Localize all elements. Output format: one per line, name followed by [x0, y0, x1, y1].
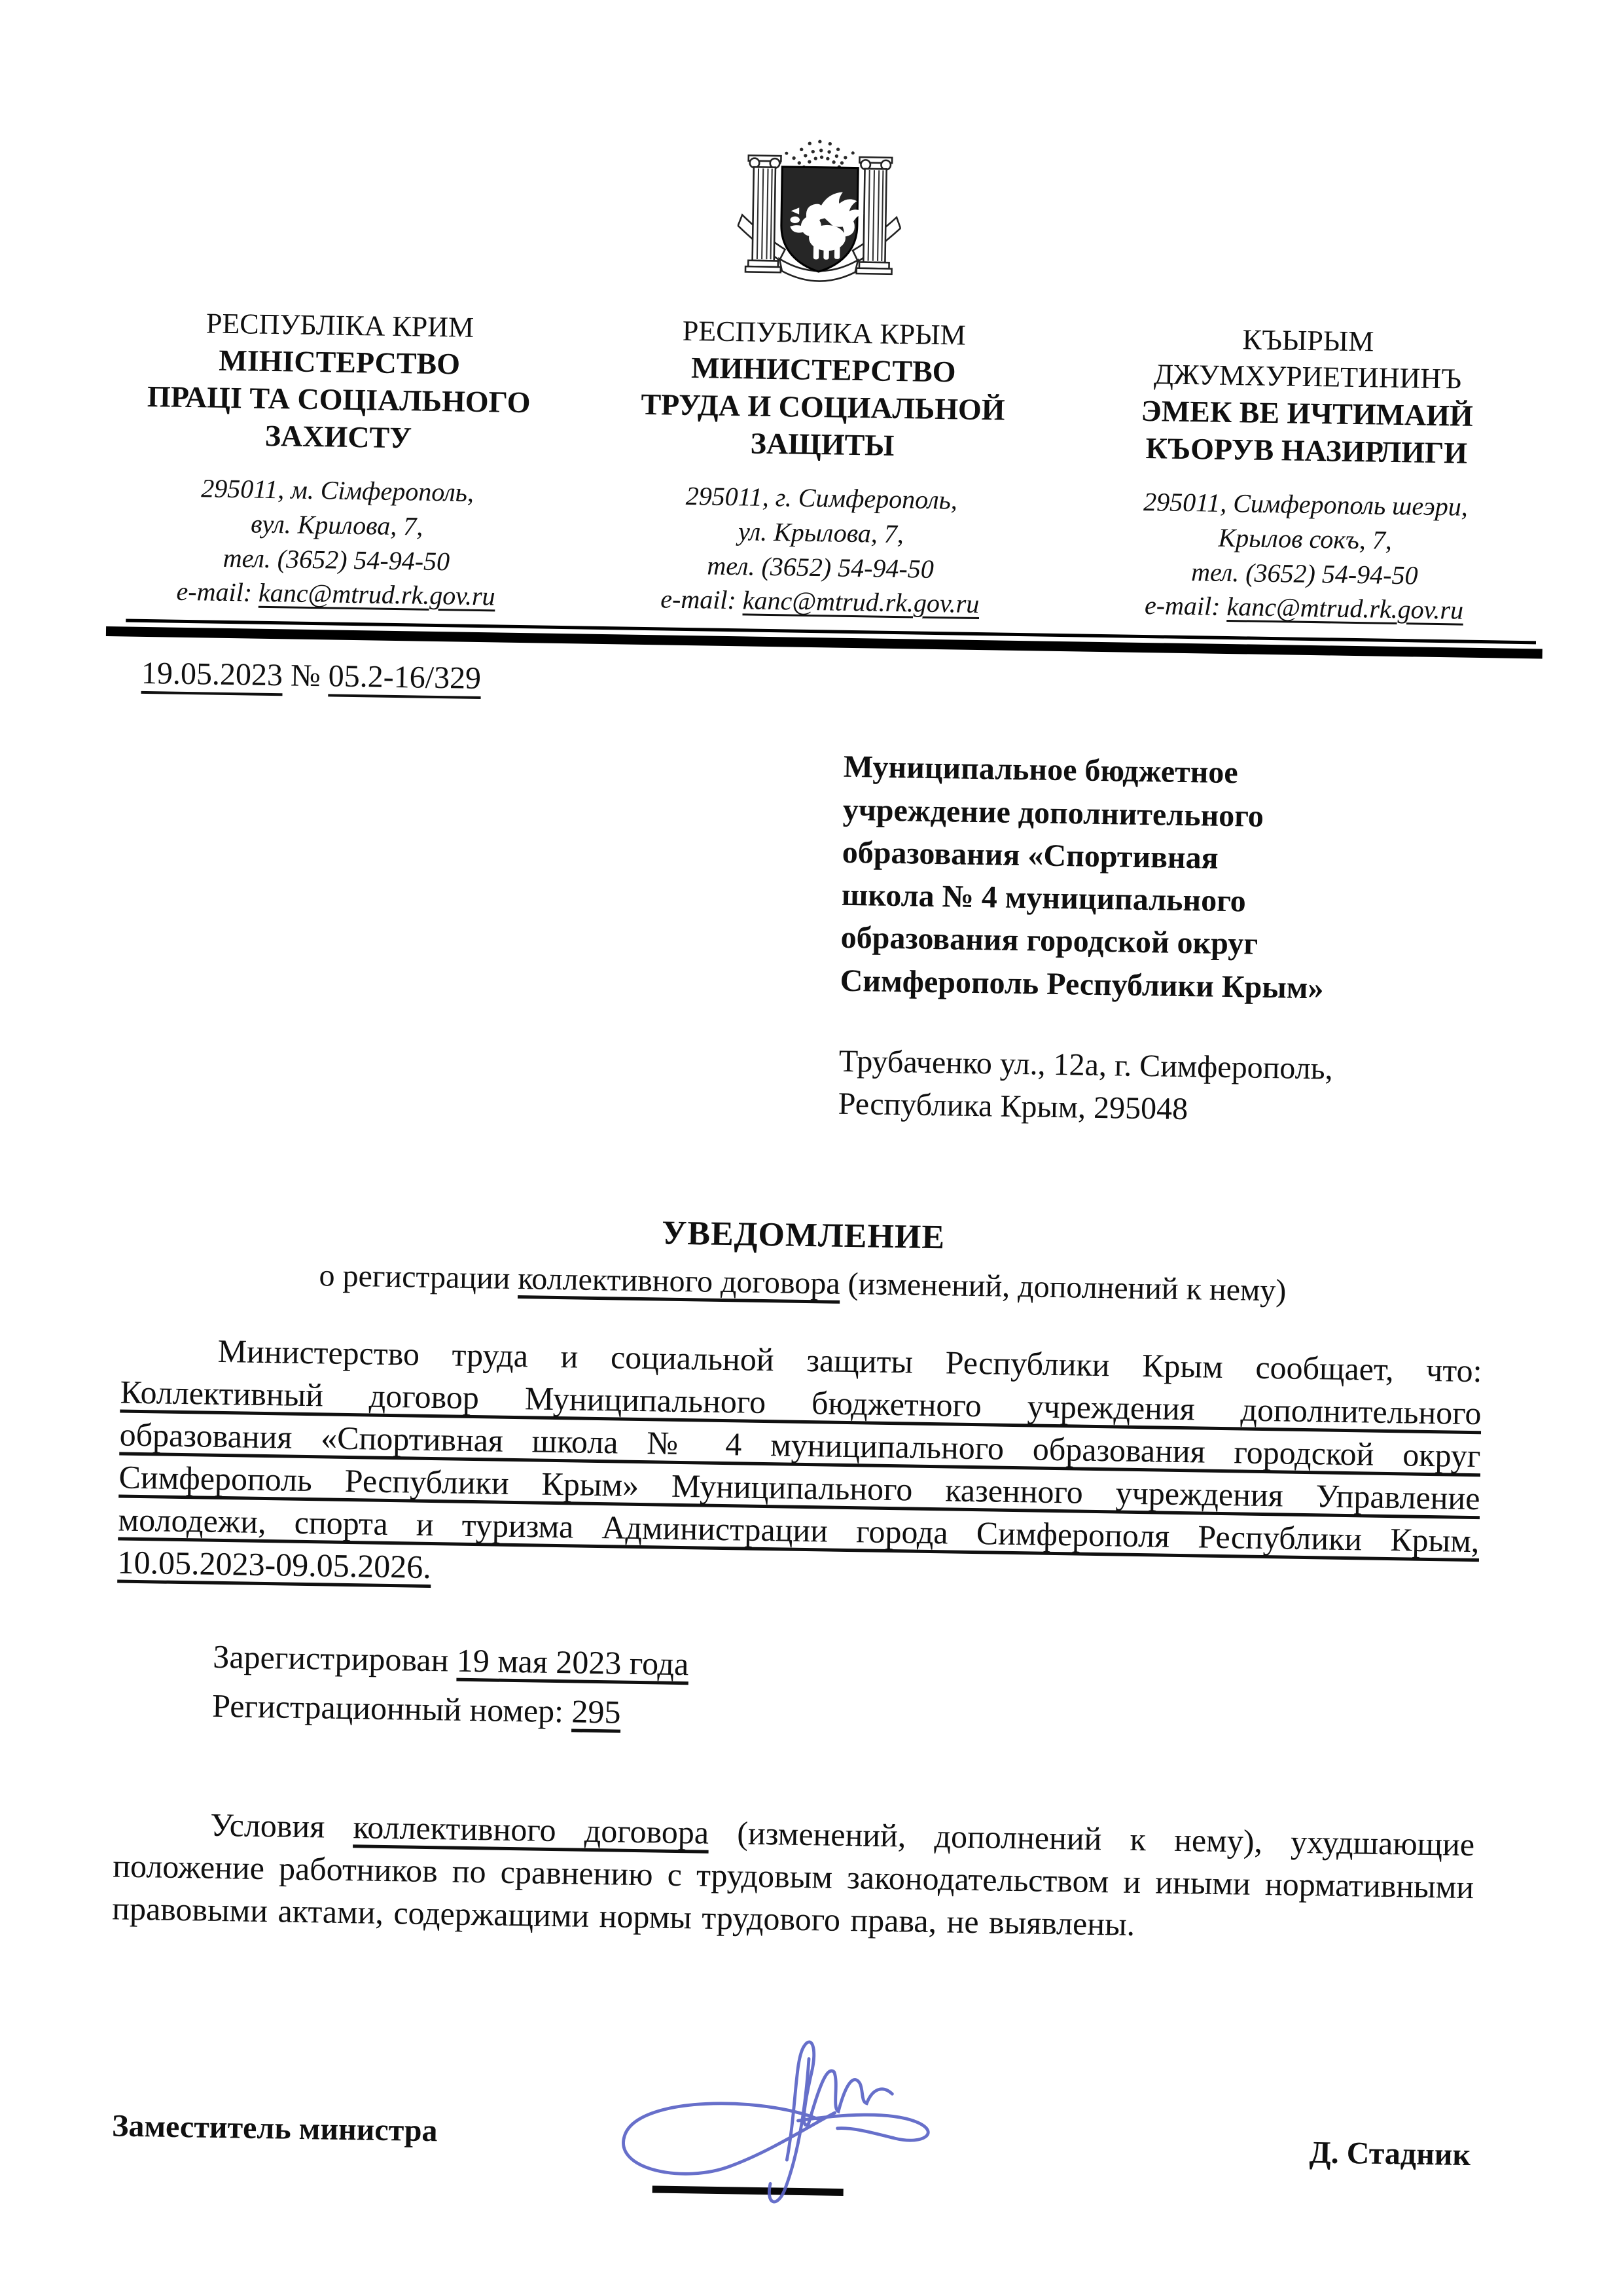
letterhead-column-ukrainian [113, 304, 563, 615]
registration-date-underlined: 19 мая 2023 года [456, 1642, 689, 1683]
document-number: 05.2-16/329 [328, 658, 482, 696]
address-block [1081, 484, 1529, 630]
letterhead-column-russian [597, 312, 1047, 623]
email-line [1081, 588, 1527, 629]
recipient-line: школа № 4 муниципального [841, 877, 1247, 919]
closing-paragraph [112, 1803, 1475, 1952]
signature-scribble-icon [585, 2008, 955, 2230]
ministry-name-line: МІНІСТЕРСТВО [219, 343, 461, 381]
address-line: вул. Крилова, 7, [250, 509, 423, 541]
signature-block [0, 2033, 1602, 2281]
recipient-address-line: Республика Крым, 295048 [838, 1086, 1188, 1127]
letterhead-column-crimean-tatar [1081, 319, 1531, 631]
address-line: 295011, Симферополь шеэри, [1143, 486, 1469, 522]
paragraph-text: Министерство труда и социальной защиты Республики Крым сообщает, что: [217, 1333, 1482, 1390]
emblem-block [7, 124, 1623, 308]
ministry-name-line: ПРАЦІ ТА СОЦІАЛЬНОГО [147, 380, 531, 420]
address-line: 295011, м. Сімферополь, [200, 473, 474, 507]
recipient-address [838, 1040, 1520, 1136]
signer-name: Д. Стадник [1309, 2135, 1471, 2173]
email-label: e-mail: [176, 577, 259, 608]
email-label: e-mail: [660, 584, 743, 615]
recipient-block [840, 745, 1524, 1013]
closing-underlined: коллективного договора [353, 1808, 709, 1852]
email-address: kanc@mtrud.rk.gov.ru [742, 585, 980, 619]
notice-title: УВЕДОМЛЕНИЕ [661, 1214, 946, 1257]
number-symbol: № [282, 658, 329, 694]
recipient-line: Муниципальное бюджетное [843, 749, 1239, 791]
address-line: ул. Крылова, 7, [738, 516, 904, 549]
subtitle-text: (изменений, дополнений к нему) [840, 1266, 1287, 1308]
recipient-line: учреждение дополнительного [842, 792, 1264, 834]
subtitle-text: о регистрации [319, 1258, 518, 1297]
signer-position: Заместитель министра [111, 2108, 438, 2149]
ministry-name-line: ЗАХИСТУ [264, 418, 412, 455]
registered-label: Зарегистрирован [212, 1638, 457, 1679]
crimea-coat-of-arms-icon [736, 135, 902, 293]
republic-name: КЪЫРЫМ [1242, 323, 1374, 358]
address-block [597, 478, 1044, 623]
address-line: 295011, г. Симферополь, [685, 481, 958, 515]
address-line: тел. (3652) 54-94-50 [707, 550, 935, 584]
republic-name: РЕСПУБЛІКА КРИМ [205, 307, 474, 344]
ministry-name-line: ТРУДА И СОЦИАЛЬНОЙ [641, 387, 1005, 427]
recipient-line: образования городской округ [840, 920, 1258, 962]
email-line [597, 581, 1043, 622]
recipient-line: Симферополь Республики Крым» [840, 963, 1324, 1005]
email-label: e-mail: [1144, 590, 1227, 622]
ministry-name-line: ЗАЩИТЫ [750, 426, 895, 462]
reference-line [141, 655, 1623, 715]
email-line [113, 574, 559, 615]
subtitle-underlined: коллективного договора [518, 1261, 841, 1302]
address-line: Крылов сокъ, 7, [1218, 522, 1393, 555]
paragraph-text: (изменений, дополнений к нему), ухудшающие положение работников по сравнению с трудовым законодательством и иными нормативными правовыми актами, содержащими нормы трудового права, не выявлены. [111, 1814, 1475, 1943]
collective-agreement-details-underlined: Коллективный договор Муниципального бюджетного учреждения дополнительного образования «Спортивная школа № 4 муниципального образования городской округ Симферополь Республики Крым» Муниципального казенного учреждения Управление молодежи, спорта и туризма Администрации города Симферополя Республики Крым, 10.05.2023-09.05.2026. [117, 1373, 1482, 1586]
email-address: kanc@mtrud.rk.gov.ru [1226, 592, 1464, 626]
letterhead [2, 302, 1623, 632]
republic-name: ДЖУМХУРИЕТИНИНЪ [1153, 358, 1462, 395]
address-line: тел. (3652) 54-94-50 [1190, 556, 1418, 590]
email-address: kanc@mtrud.rk.gov.ru [258, 578, 495, 611]
recipient-line: образования «Спортивная [842, 834, 1219, 876]
republic-name: РЕСПУБЛИКА КРЫМ [682, 314, 967, 351]
document-date: 19.05.2023 [141, 656, 283, 693]
ministry-name-line: МИНИСТЕРСТВО [690, 351, 956, 389]
address-block [113, 470, 561, 615]
registration-number-label: Регистрационный номер: [211, 1687, 572, 1730]
registration-number-underlined: 295 [571, 1693, 621, 1731]
ministry-name-line: КЪОРУВ НАЗИРЛИГИ [1145, 431, 1468, 470]
ministry-name-line: ЭМЕК ВЕ ИЧТИМАИЙ [1141, 393, 1474, 433]
body-paragraph [117, 1329, 1482, 1605]
recipient-address-line: Трубаченко ул., 12а, г. Симферополь, [838, 1043, 1334, 1086]
paragraph-text: Условия [209, 1806, 354, 1846]
address-line: тел. (3652) 54-94-50 [223, 543, 450, 576]
